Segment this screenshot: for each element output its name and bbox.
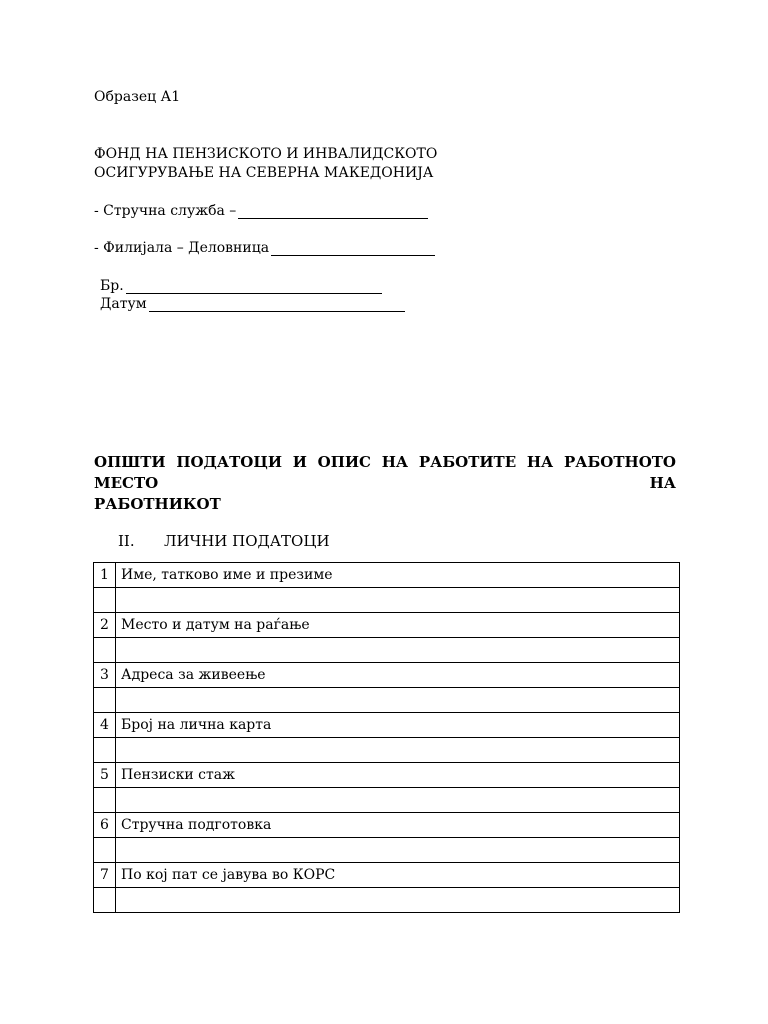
table-row-input bbox=[94, 588, 680, 613]
row-input-cell[interactable] bbox=[116, 888, 680, 913]
document-title-line1: ОПШТИ ПОДАТОЦИ И ОПИС НА РАБОТИТЕ НА РАБОТНОТО МЕСТО НА bbox=[94, 453, 676, 492]
table-row bbox=[94, 613, 680, 638]
table-row-input bbox=[94, 788, 680, 813]
date-field bbox=[100, 296, 405, 312]
service-label: - Стручна служба – bbox=[94, 203, 237, 219]
table-row bbox=[94, 863, 680, 888]
row-label: Стручна подготовка bbox=[116, 813, 680, 838]
row-number: 4 bbox=[94, 713, 116, 738]
service-field bbox=[94, 203, 428, 219]
row-number: 1 bbox=[94, 563, 116, 588]
row-label: По кој пат се јавува во КОРС bbox=[116, 863, 680, 888]
row-number-empty bbox=[94, 888, 116, 913]
row-number-empty bbox=[94, 688, 116, 713]
branch-label: - Филијала – Деловница bbox=[94, 240, 270, 256]
service-blank-line[interactable] bbox=[238, 204, 428, 219]
branch-blank-line[interactable] bbox=[271, 241, 435, 256]
table-row-input bbox=[94, 688, 680, 713]
document-title-line2: РАБОТНИКОТ bbox=[94, 495, 221, 513]
row-number: 2 bbox=[94, 613, 116, 638]
branch-field bbox=[94, 240, 435, 256]
table-row-input bbox=[94, 838, 680, 863]
row-label: Пензиски стаж bbox=[116, 763, 680, 788]
number-field bbox=[100, 278, 382, 294]
row-label: Адреса за живеење bbox=[116, 663, 680, 688]
date-blank-line[interactable] bbox=[149, 297, 405, 312]
organization-name-line2: ОСИГУРУВАЊЕ НА СЕВЕРНА МАКЕДОНИЈА bbox=[94, 165, 434, 181]
row-number: 5 bbox=[94, 763, 116, 788]
row-input-cell[interactable] bbox=[116, 838, 680, 863]
section-heading bbox=[118, 532, 330, 550]
section-number: II. bbox=[118, 532, 135, 550]
row-number-empty bbox=[94, 788, 116, 813]
row-input-cell[interactable] bbox=[116, 688, 680, 713]
document-title bbox=[94, 452, 676, 515]
organization-name-line1: ФОНД НА ПЕНЗИСКОТО И ИНВАЛИДСКОТО bbox=[94, 146, 438, 162]
row-number-empty bbox=[94, 838, 116, 863]
table-row-input bbox=[94, 638, 680, 663]
section-title: ЛИЧНИ ПОДАТОЦИ bbox=[164, 532, 330, 550]
form-code: Образец А1 bbox=[94, 89, 181, 105]
table-row bbox=[94, 763, 680, 788]
row-input-cell[interactable] bbox=[116, 738, 680, 763]
table-row bbox=[94, 713, 680, 738]
number-label: Бр. bbox=[100, 278, 124, 294]
row-input-cell[interactable] bbox=[116, 588, 680, 613]
table-row bbox=[94, 663, 680, 688]
row-label: Број на лична карта bbox=[116, 713, 680, 738]
row-label: Место и датум на раѓање bbox=[116, 613, 680, 638]
date-label: Датум bbox=[100, 296, 147, 312]
row-number-empty bbox=[94, 588, 116, 613]
personal-data-table bbox=[93, 562, 680, 913]
row-input-cell[interactable] bbox=[116, 788, 680, 813]
row-number: 7 bbox=[94, 863, 116, 888]
table-row-input bbox=[94, 888, 680, 913]
row-number-empty bbox=[94, 638, 116, 663]
table-row bbox=[94, 563, 680, 588]
row-number: 6 bbox=[94, 813, 116, 838]
table-row bbox=[94, 813, 680, 838]
row-input-cell[interactable] bbox=[116, 638, 680, 663]
row-number: 3 bbox=[94, 663, 116, 688]
row-label: Име, татково име и презиме bbox=[116, 563, 680, 588]
row-number-empty bbox=[94, 738, 116, 763]
number-blank-line[interactable] bbox=[126, 279, 382, 294]
table-row-input bbox=[94, 738, 680, 763]
